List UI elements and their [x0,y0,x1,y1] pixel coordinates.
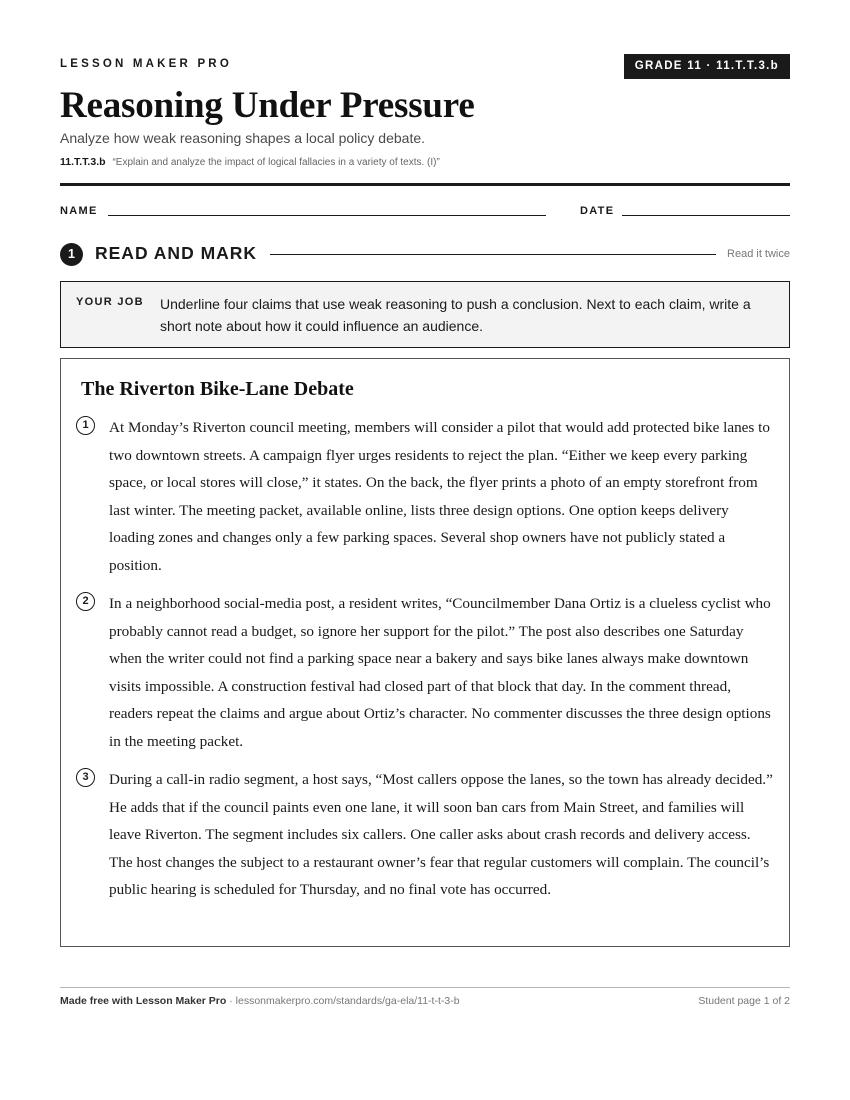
name-label: NAME [60,205,98,217]
section-divider [270,254,716,255]
standard-line [60,156,440,168]
section-hint: Read it twice [727,248,790,260]
passage-paragraph [76,766,776,904]
footer-divider [60,987,790,988]
paragraph-number: 1 [76,416,95,435]
instructions-text: Underline four claims that use weak reasoning to push a conclusion. Next to each claim, write a short note about how it could influence an audience. [160,296,751,334]
standard-code: 11.T.T.3.b [60,156,106,168]
footer-credit [60,995,460,1007]
section-title: READ AND MARK [95,243,258,263]
page-subtitle: Analyze how weak reasoning shapes a local policy debate. [60,130,426,146]
passage-paragraph [76,590,776,755]
instructions-box [60,281,790,348]
footer-separator: · [226,995,236,1007]
section-number-badge: 1 [60,243,83,266]
brand-name: LESSON MAKER PRO [60,58,232,70]
footer-url[interactable]: lessonmakerpro.com/standards/ga-ela/11-t-t-3-b [235,995,460,1007]
name-field[interactable] [108,215,546,216]
date-label: DATE [580,205,615,217]
paragraph-number: 3 [76,768,95,787]
standard-text: “Explain and analyze the impact of logical fallacies in a variety of texts. (I)” [112,157,440,168]
header-divider [60,183,790,186]
passage-box [60,358,790,947]
grade-badge: GRADE 11 · 11.T.T.3.b [624,54,790,79]
date-field[interactable] [622,215,790,216]
passage-paragraph [76,414,776,579]
paragraph-text: At Monday’s Riverton council meeting, members will consider a pilot that would add protected bike lanes to two downtown streets. A campaign flyer urges residents to reject the plan. “Either we keep every parking space, or local stores will close,” it states. On the back, the flyer prints a photo of an empty storefront from last winter. The meeting packet, available online, lists three design options. One option keeps delivery loading zones and changes only a few parking spaces. Several shop owners have not publicly stated a position. [109,419,770,574]
paragraph-text: In a neighborhood social-media post, a resident writes, “Councilmember Dana Ortiz is a clueless cyclist who probably cannot read a budget, so ignore her support for the pilot.” The post also describes one Saturday when the writer could not find a parking space near a bakery and says bike lanes always make downtown visits impossible. A construction festival had closed part of that block that day. In the comment thread, readers repeat the claims and argue about Ortiz’s character. No commenter discusses the three design options in the meeting packet. [109,595,771,750]
paragraph-number: 2 [76,592,95,611]
footer-made-with: Made free with Lesson Maker Pro [60,995,227,1007]
instructions-label: YOUR JOB [76,296,144,308]
page-title: Reasoning Under Pressure [60,85,475,126]
page-indicator: Student page 1 of 2 [698,995,790,1007]
paragraph-text: During a call-in radio segment, a host says, “Most callers oppose the lanes, so the town has already decided.” He adds that if the council paints even one lane, it will soon ban cars from Main Street, and families will leave Riverton. The segment includes six callers. One caller asks about crash records and delivery access. The host changes the subject to a restaurant owner’s fear that regular customers will complain. The council’s public hearing is scheduled for Thursday, and no final vote has occurred. [109,771,773,898]
passage-title: The Riverton Bike-Lane Debate [81,378,354,400]
